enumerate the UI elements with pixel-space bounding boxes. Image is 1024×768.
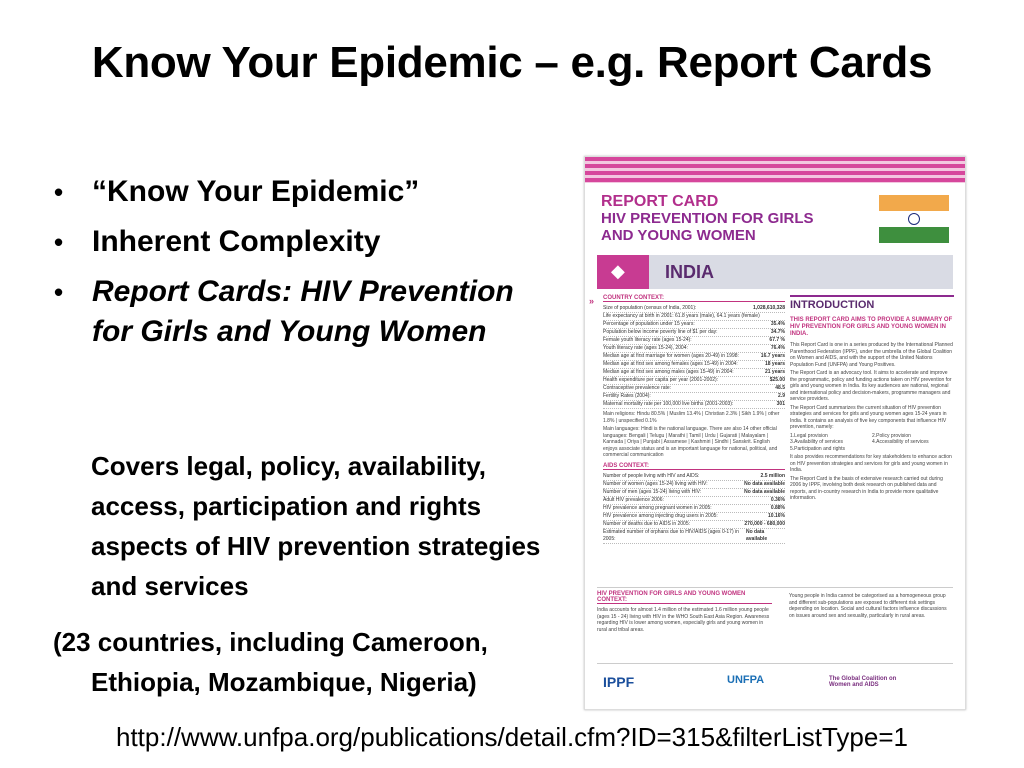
row-value: 76.4%	[770, 345, 785, 351]
data-row	[603, 321, 785, 329]
card-heading	[601, 193, 861, 244]
bullet-glyph: •	[54, 227, 64, 257]
data-row	[603, 393, 785, 401]
row-label: Health expenditure per capita per year (2001-2002):	[603, 377, 719, 383]
data-row	[603, 345, 785, 353]
data-row	[603, 353, 785, 361]
row-label: Fertility Rates (2004):	[603, 393, 651, 399]
intro-paragraph: This Report Card is one in a series produced by the International Planned Parenthood Federation (IPPF), under the umbrella of the Global Coalition on Women and AIDS, and with the support of the United Nations Population Fund (UNFPA) and Young Positives.	[790, 342, 953, 368]
row-label: Life expectancy at birth in 2001: 61.8 years (male), 64.1 years (female)	[603, 313, 760, 319]
row-value: 35.4%	[770, 321, 785, 327]
india-map-icon: ◆	[611, 261, 625, 281]
sub-bullet-text: Covers legal, policy, availability, access, participation and rights aspects of HIV prevention strategies and services	[91, 451, 541, 601]
row-label: Contraceptive prevalence rate:	[603, 385, 672, 391]
data-row	[603, 305, 785, 313]
row-label: Population below income poverty line of $1 per day:	[603, 329, 718, 335]
intro-title: INTRODUCTION	[790, 295, 954, 311]
data-row	[603, 329, 785, 337]
data-row	[603, 385, 785, 393]
logo-footer	[597, 663, 953, 700]
data-row	[603, 497, 785, 505]
row-value: 34.7%	[770, 329, 785, 335]
row-label: Number of people living with HIV and AIDS:	[603, 472, 700, 479]
card-top-stripes	[585, 157, 965, 183]
data-row	[603, 521, 785, 529]
card-heading-line1: REPORT CARD	[601, 193, 719, 210]
row-label: Median age at first sex among males (ages 15-49) in 2004:	[603, 369, 734, 375]
data-row	[603, 473, 785, 481]
component-item: 2.Policy provision	[872, 432, 911, 439]
row-value: 270,000 - 680,000	[744, 520, 785, 527]
row-value: 67.7 %	[769, 337, 785, 343]
countries-note-line1: (23 countries, including Cameroon,	[53, 627, 488, 657]
row-label: Number of deaths due to AIDS in 2005:	[603, 520, 690, 527]
row-value: 21 years	[764, 369, 785, 375]
bullet-list	[52, 172, 552, 362]
row-label: Median age at first marriage for women (ages 20-49) in 1998:	[603, 353, 739, 359]
languages-text: Main languages: Hindi is the national language. There are also 14 other official languages: Bengali | Telugu | Marathi | Tamil | Urdu | Gujarati | Malayalam | Kannada | Oriya | Punjabi | Assamese | Kashmiri | Sindhi | Sanskrit. English enjoys associate status and is an important language for national, political, and commercial communication	[603, 426, 778, 458]
intro-paragraph: The Report Card is an advocacy tool. It aims to accelerate and improve the programmatic, policy and funding actions taken on HIV prevention for girls and young women in India. Its key audiences are national, regional and international policy and decision-makers, programme managers and service providers.	[790, 370, 952, 402]
chevron-icon: »	[589, 296, 595, 306]
introduction-column	[790, 295, 954, 504]
row-value: 2.9	[778, 393, 785, 399]
intro-sub: THIS REPORT CARD AIMS TO PROVIDE A SUMMARY OF HIV PREVENTION FOR GIRLS AND YOUNG WOMEN IN INDIA.	[790, 317, 953, 337]
country-context-column	[603, 295, 785, 544]
data-row	[603, 489, 785, 497]
row-label: Estimated number of orphans due to HIV/AIDS (ages 0-17) in 2005:	[603, 528, 739, 542]
row-value: No data available	[744, 488, 785, 495]
country-context-title: COUNTRY CONTEXT:	[603, 295, 785, 302]
row-label: Female youth literacy rate (ages 15-24):	[603, 337, 692, 343]
countries-note-line2: Ethiopia, Mozambique, Nigeria)	[91, 667, 477, 697]
row-value: 1,028,610,328	[753, 305, 785, 311]
hiv-girls-title: HIV PREVENTION FOR GIRLS AND YOUNG WOMEN CONTEXT:	[597, 591, 772, 604]
data-row	[603, 481, 785, 489]
ippf-logo: IPPF	[603, 674, 635, 690]
intro-paragraph: The Report Card summarizes the current situation of HIV prevention strategies and services for girls and young women ages 15-24 years in India. It contains an analysis of five key components that influence HIV prevention, namely:	[790, 404, 947, 430]
card-heading-line3: AND YOUNG WOMEN	[601, 227, 756, 244]
row-label: Youth literacy rate (ages 15-24), 2004:	[603, 345, 688, 351]
row-value: $25.00	[769, 377, 785, 383]
data-row	[603, 313, 785, 321]
row-label: Percentage of population under 15 years:	[603, 321, 695, 327]
row-label: Maternal mortality rate per 100,000 live births (2001-2003):	[603, 401, 734, 407]
data-row	[603, 337, 785, 345]
bullet-report-cards	[52, 272, 552, 352]
report-card-image	[584, 156, 966, 710]
india-flag-icon	[879, 195, 949, 243]
country-name: INDIA	[665, 262, 714, 282]
card-heading-line2: HIV PREVENTION FOR GIRLS	[601, 210, 814, 227]
bullet-text: Inherent Complexity	[92, 225, 381, 258]
bullet-glyph: •	[54, 177, 64, 207]
aids-context-title: AIDS CONTEXT:	[603, 463, 785, 470]
row-value: 2.5 million	[760, 472, 785, 479]
row-label: Adult HIV prevalence 2006:	[603, 496, 664, 503]
data-row	[603, 401, 785, 409]
components-list	[790, 433, 954, 453]
data-row	[603, 361, 785, 369]
row-label: HIV prevalence among injecting drug users in 2005:	[603, 512, 718, 519]
component-item: 4.Accessibility of services	[872, 439, 929, 445]
aids-context-rows	[603, 473, 785, 544]
component-item: 1.Legal provision	[790, 432, 828, 439]
slide-title: Know Your Epidemic – e.g. Report Cards	[91, 38, 933, 87]
global-coalition-logo: The Global Coalition on Women and AIDS	[829, 676, 897, 688]
data-row	[603, 513, 785, 521]
bullet-text: “Know Your Epidemic”	[92, 175, 420, 208]
row-label: HIV prevalence among pregnant women in 2005:	[603, 504, 712, 511]
row-value: 10.16%	[768, 512, 785, 519]
countries-note	[53, 622, 573, 702]
unfpa-logo: UNFPA	[727, 674, 765, 686]
bullet-glyph: •	[54, 277, 64, 307]
bullet-inherent-complexity	[52, 222, 552, 262]
row-label: Number of women (ages 15-24) living with HIV:	[603, 480, 708, 487]
country-bar	[597, 255, 953, 289]
data-row	[603, 529, 785, 544]
data-row	[603, 505, 785, 513]
intro-paragraph: It also provides recommendations for key stakeholders to enhance action on HIV prevention strategies and services for girls and young women in India.	[790, 454, 952, 473]
row-value: No data available	[746, 528, 768, 542]
data-row	[603, 377, 785, 385]
row-value: 48.5	[775, 385, 785, 391]
country-context-rows	[603, 305, 785, 409]
bullet-text: Report Cards: HIV Prevention for Girls and Young Women	[92, 275, 514, 348]
intro-paragraph: The Report Card is the basis of extensive research carried out during 2006 by IPPF, involving both desk research on published data and reports, and in-country research in India to provide more qualitative information.	[790, 475, 943, 501]
row-label: Number of men (ages 15-24) living with HIV:	[603, 488, 702, 495]
row-value: 301	[776, 401, 785, 407]
row-label: Median age at first sex among females (ages 15-49) in 2004:	[603, 361, 738, 367]
row-value: 18 years	[764, 361, 785, 367]
row-label: Size of population (census of India, 2001):	[603, 305, 697, 311]
hiv-girls-text-right: Young people in India cannot be categorised as a homogeneous group and different sub-populations are exposed to different risk settings depending on location. Social and cultural factors influence discussions on issues around sex and sexuality, particularly in rural areas.	[789, 593, 947, 619]
hiv-girls-context	[597, 587, 953, 654]
component-item: 5.Participation and rights	[790, 445, 846, 452]
row-value: No data available	[744, 480, 785, 487]
religion-text: Main religions: Hindu 80.5% | Muslim 13.4% | Christian 2.3% | Sikh 1.9% | other 1.8% | unspecified 0.1%	[603, 411, 780, 424]
data-row	[603, 369, 785, 377]
row-value: 0.88%	[770, 504, 785, 511]
bullet-know-your-epidemic	[52, 172, 552, 212]
hiv-girls-text: India accounts for almost 1.4 million of the estimated 1.6 million young people (ages 15 - 24) living with HIV in the WHO South East Asia Region. Awareness regarding HIV is lower among women, especially girls and young women in rural and tribal areas.	[597, 607, 770, 633]
row-value: 16.7 years	[760, 353, 785, 359]
component-item: 3.Availability of services	[790, 439, 843, 445]
row-value: 0.36%	[770, 496, 785, 503]
source-url[interactable]: http://www.unfpa.org/publications/detail.cfm?ID=315&filterListType=1	[116, 722, 908, 752]
